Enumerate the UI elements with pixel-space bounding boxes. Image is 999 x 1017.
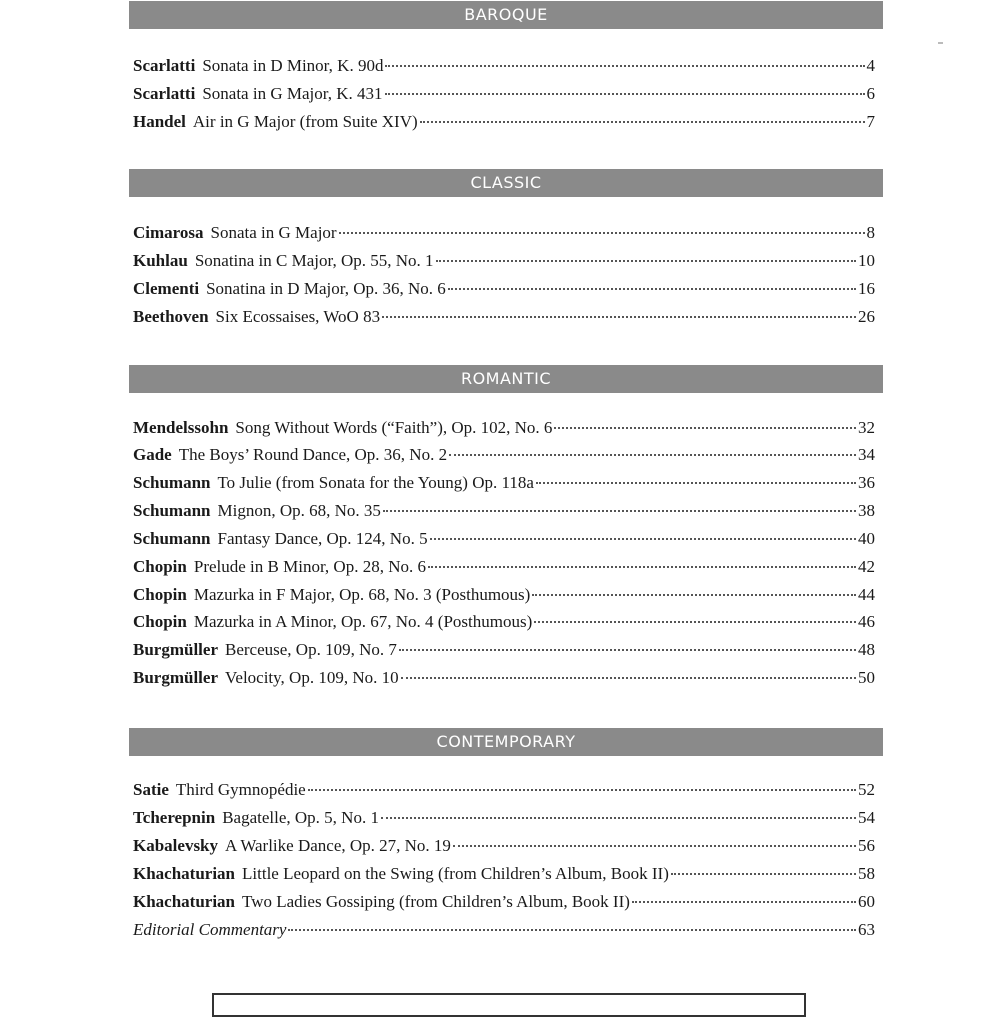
page-number: 16 bbox=[858, 279, 875, 298]
piece-title: Sonatina in C Major, Op. 55, No. 1 bbox=[194, 251, 434, 270]
composer-name: Schumann bbox=[133, 529, 211, 548]
dot-leader bbox=[428, 566, 856, 568]
dot-leader bbox=[399, 649, 856, 651]
toc-entry[interactable] bbox=[133, 776, 875, 804]
piece-title: A Warlike Dance, Op. 27, No. 19 bbox=[225, 836, 451, 855]
dot-leader bbox=[448, 288, 856, 290]
page-number: 46 bbox=[858, 612, 875, 631]
dot-leader bbox=[288, 929, 856, 931]
composer-name: Kabalevsky bbox=[133, 836, 219, 855]
page-number: 63 bbox=[858, 920, 875, 939]
piece-title: Berceuse, Op. 109, No. 7 bbox=[225, 640, 397, 659]
composer-name: Scarlatti bbox=[133, 56, 196, 75]
page-number: 56 bbox=[858, 836, 875, 855]
piece-title: Two Ladies Gossiping (from Children’s Album, Book II) bbox=[242, 892, 630, 911]
editorial-commentary-title: Editorial Commentary bbox=[133, 920, 287, 939]
dot-leader bbox=[382, 316, 856, 318]
piece-title: Bagatelle, Op. 5, No. 1 bbox=[222, 808, 379, 827]
page-number: 34 bbox=[858, 445, 875, 464]
dot-leader bbox=[420, 121, 865, 123]
toc-entry[interactable] bbox=[133, 608, 875, 636]
composer-name: Clementi bbox=[133, 279, 200, 298]
composer-name: Satie bbox=[133, 780, 169, 799]
toc-entry[interactable] bbox=[133, 275, 875, 303]
piece-title: Sonata in G Major, K. 431 bbox=[202, 84, 383, 103]
page-number: 6 bbox=[866, 84, 875, 103]
piece-title: Velocity, Op. 109, No. 10 bbox=[225, 668, 399, 687]
dot-leader bbox=[554, 427, 856, 429]
toc-entry[interactable] bbox=[133, 804, 875, 832]
composer-name: Burgmüller bbox=[133, 668, 218, 687]
page-number: 26 bbox=[858, 307, 875, 326]
toc-entry[interactable] bbox=[133, 219, 875, 247]
piece-title: Song Without Words (“Faith”), Op. 102, No. 6 bbox=[235, 418, 553, 437]
piece-title: Six Ecossaises, WoO 83 bbox=[215, 307, 381, 326]
composer-name: Burgmüller bbox=[133, 640, 218, 659]
composer-name: Beethoven bbox=[133, 307, 209, 326]
piece-title: Fantasy Dance, Op. 124, No. 5 bbox=[217, 529, 428, 548]
piece-title: Prelude in B Minor, Op. 28, No. 6 bbox=[193, 557, 426, 576]
dot-leader bbox=[671, 873, 856, 875]
toc-entry[interactable] bbox=[133, 441, 875, 469]
dot-leader bbox=[385, 93, 865, 95]
piece-title: Sonata in D Minor, K. 90d bbox=[202, 56, 384, 75]
page-number: 58 bbox=[858, 864, 875, 883]
piece-title: Mazurka in A Minor, Op. 67, No. 4 (Posthumous) bbox=[193, 612, 533, 631]
piece-title: Sonata in G Major bbox=[210, 223, 337, 242]
composer-name: Scarlatti bbox=[133, 84, 196, 103]
section-header-classic: CLASSIC bbox=[129, 169, 883, 197]
page-number: 40 bbox=[858, 529, 875, 548]
toc-entry[interactable] bbox=[133, 247, 875, 275]
composer-name: Cimarosa bbox=[133, 223, 204, 242]
toc-entry[interactable] bbox=[133, 469, 875, 497]
dot-leader bbox=[436, 260, 856, 262]
bottom-frame bbox=[212, 993, 806, 1017]
page-number: 44 bbox=[858, 585, 875, 604]
dot-leader bbox=[632, 901, 856, 903]
page-number: 50 bbox=[858, 668, 875, 687]
section-header-romantic: ROMANTIC bbox=[129, 365, 883, 393]
dot-leader bbox=[339, 232, 865, 234]
piece-title: Mignon, Op. 68, No. 35 bbox=[217, 501, 381, 520]
toc-entry[interactable] bbox=[133, 414, 875, 442]
composer-name: Khachaturian bbox=[133, 864, 236, 883]
dot-leader bbox=[449, 454, 856, 456]
toc-entry-editorial[interactable] bbox=[133, 916, 875, 944]
toc-entry[interactable] bbox=[133, 832, 875, 860]
page-number: 10 bbox=[858, 251, 875, 270]
dot-leader bbox=[532, 594, 856, 596]
toc-entry[interactable] bbox=[133, 664, 875, 692]
page-number: 32 bbox=[858, 418, 875, 437]
dot-leader bbox=[308, 789, 856, 791]
dot-leader bbox=[383, 510, 856, 512]
toc-entry[interactable] bbox=[133, 860, 875, 888]
dot-leader bbox=[381, 817, 856, 819]
page-number: 7 bbox=[866, 112, 875, 131]
toc-entry[interactable] bbox=[133, 303, 875, 331]
composer-name: Chopin bbox=[133, 557, 187, 576]
toc-entry[interactable] bbox=[133, 581, 875, 609]
piece-title: Third Gymnopédie bbox=[175, 780, 306, 799]
page-number: 8 bbox=[866, 223, 875, 242]
page-number: 42 bbox=[858, 557, 875, 576]
page-number: 52 bbox=[858, 780, 875, 799]
toc-entry[interactable] bbox=[133, 525, 875, 553]
piece-title: To Julie (from Sonata for the Young) Op. 118a bbox=[217, 473, 534, 492]
composer-name: Schumann bbox=[133, 473, 211, 492]
section-header-baroque: BAROQUE bbox=[129, 1, 883, 29]
dot-leader bbox=[401, 677, 856, 679]
page-number: 48 bbox=[858, 640, 875, 659]
toc-entry[interactable] bbox=[133, 80, 875, 108]
page-number: 38 bbox=[858, 501, 875, 520]
composer-name: Khachaturian bbox=[133, 892, 236, 911]
composer-name: Gade bbox=[133, 445, 172, 464]
toc-entry[interactable] bbox=[133, 497, 875, 525]
piece-title: Air in G Major (from Suite XIV) bbox=[192, 112, 418, 131]
composer-name: Chopin bbox=[133, 612, 187, 631]
composer-name: Chopin bbox=[133, 585, 187, 604]
toc-entry[interactable] bbox=[133, 553, 875, 581]
piece-title: Sonatina in D Major, Op. 36, No. 6 bbox=[206, 279, 446, 298]
composer-name: Tcherepnin bbox=[133, 808, 216, 827]
page-number: 60 bbox=[858, 892, 875, 911]
composer-name: Handel bbox=[133, 112, 186, 131]
piece-title: Little Leopard on the Swing (from Children’s Album, Book II) bbox=[242, 864, 669, 883]
composer-name: Kuhlau bbox=[133, 251, 188, 270]
toc-entry[interactable] bbox=[133, 636, 875, 664]
piece-title: The Boys’ Round Dance, Op. 36, No. 2 bbox=[178, 445, 448, 464]
toc-entry[interactable] bbox=[133, 52, 875, 80]
composer-name: Mendelssohn bbox=[133, 418, 229, 437]
scan-mark bbox=[938, 42, 943, 44]
dot-leader bbox=[534, 621, 856, 623]
page-number: 54 bbox=[858, 808, 875, 827]
toc-entry[interactable] bbox=[133, 108, 875, 136]
page-number: 36 bbox=[858, 473, 875, 492]
dot-leader bbox=[453, 845, 856, 847]
dot-leader bbox=[385, 65, 864, 67]
dot-leader bbox=[536, 482, 856, 484]
toc-entry[interactable] bbox=[133, 888, 875, 916]
composer-name: Schumann bbox=[133, 501, 211, 520]
page-number: 4 bbox=[866, 56, 875, 75]
piece-title: Mazurka in F Major, Op. 68, No. 3 (Posthumous) bbox=[193, 585, 531, 604]
dot-leader bbox=[430, 538, 856, 540]
section-header-contemporary: CONTEMPORARY bbox=[129, 728, 883, 756]
